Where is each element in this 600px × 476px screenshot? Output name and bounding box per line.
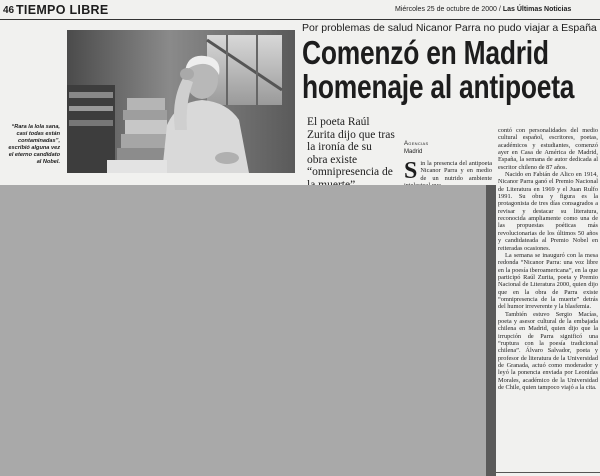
- redacted-edge: [486, 185, 496, 476]
- lead-text: in la presencia del antipoeta Nicanor Parra y en medio de un nutrido ambiente: [420, 160, 492, 182]
- newspaper-name: Las Últimas Noticias: [502, 6, 572, 13]
- header-rule: [0, 19, 600, 20]
- page-number: 46: [3, 5, 15, 16]
- date: Miércoles 25 de octubre de 2000: [395, 6, 497, 13]
- dateline-separator: /: [496, 6, 503, 13]
- kicker: Por problemas de salud Nicanor Parra no pudo viajar a España: [302, 22, 597, 34]
- article-photo: [67, 30, 295, 173]
- body-paragraph: Nacido en Fabián de Alico en 1914, Nicanor Parra ganó el Premio Nacional de Literatura en 1969 y el Juan Rulfo 1991. Su obra y figura es la protagonista de tres días consagrados a revisar y destacar su literatura, reconocida ampliamente como una de las propuestas poéticas más revolucionarias de los últimos 50 años y candidateada al Premio Nobel en reiteradas ocasiones.: [498, 171, 598, 252]
- deck: El poeta Raúl Zurita dijo que tras la ironía de su obra existe “omnipresencia de: [307, 116, 395, 178]
- dateline: [395, 6, 571, 13]
- footer-rule: [496, 472, 600, 473]
- body-column: [498, 127, 598, 391]
- photo-illustration: [67, 30, 295, 173]
- headline-line-1: Comenzó en Madrid: [302, 34, 549, 71]
- body-paragraph: La semana se inauguró con la mesa redonda “Nicanor Parra: una voz libre en la poesía iberoamericana”, en la que participó Raúl Zurita, poeta y Premio Nacional de Literatura 2000, quien dijo que en la obra de Parra existe “omnipresencia de la muerte” detrás del humor irreverente y la blasfemia.: [498, 251, 598, 311]
- headline: [302, 34, 575, 105]
- byline: [404, 140, 428, 156]
- section-title: TIEMPO LIBRE: [16, 3, 109, 17]
- headline-line-2: homenaje al antipoeta: [302, 68, 575, 105]
- redacted-area: [0, 185, 496, 476]
- body-paragraph: También estuvo Sergio Macías, poeta y asesor cultural de la embajada chilena en Madrid, quien dijo que la irrupción de Parra significó una “ruptura con la poesía tradicional chilena”. Álvaro Salvador, poeta y profesor de literatura de la Universidad de Granada, actuó como moderador y leyó la ponencia enviada por Leonidas Morales, académico de la Universidad de Chile, quien tampoco viajó a la cita.: [498, 310, 598, 392]
- byline-city: Madrid: [404, 149, 423, 155]
- photo-caption: “Rara la lola sana, casi todas están contaminadas”, escribió alguna vez el eterno candidato al Nobel.: [8, 124, 60, 165]
- byline-agency: Agencias: [404, 141, 429, 147]
- drop-cap: S: [404, 158, 418, 184]
- body-paragraph: contó con personalidades del medio cultural español, escritores, poetas, académicos y estudiantes, comenzó ayer en Casa de América de Madrid, España, la semana de autor dedicada al escritor chileno de 87 años.: [498, 127, 598, 171]
